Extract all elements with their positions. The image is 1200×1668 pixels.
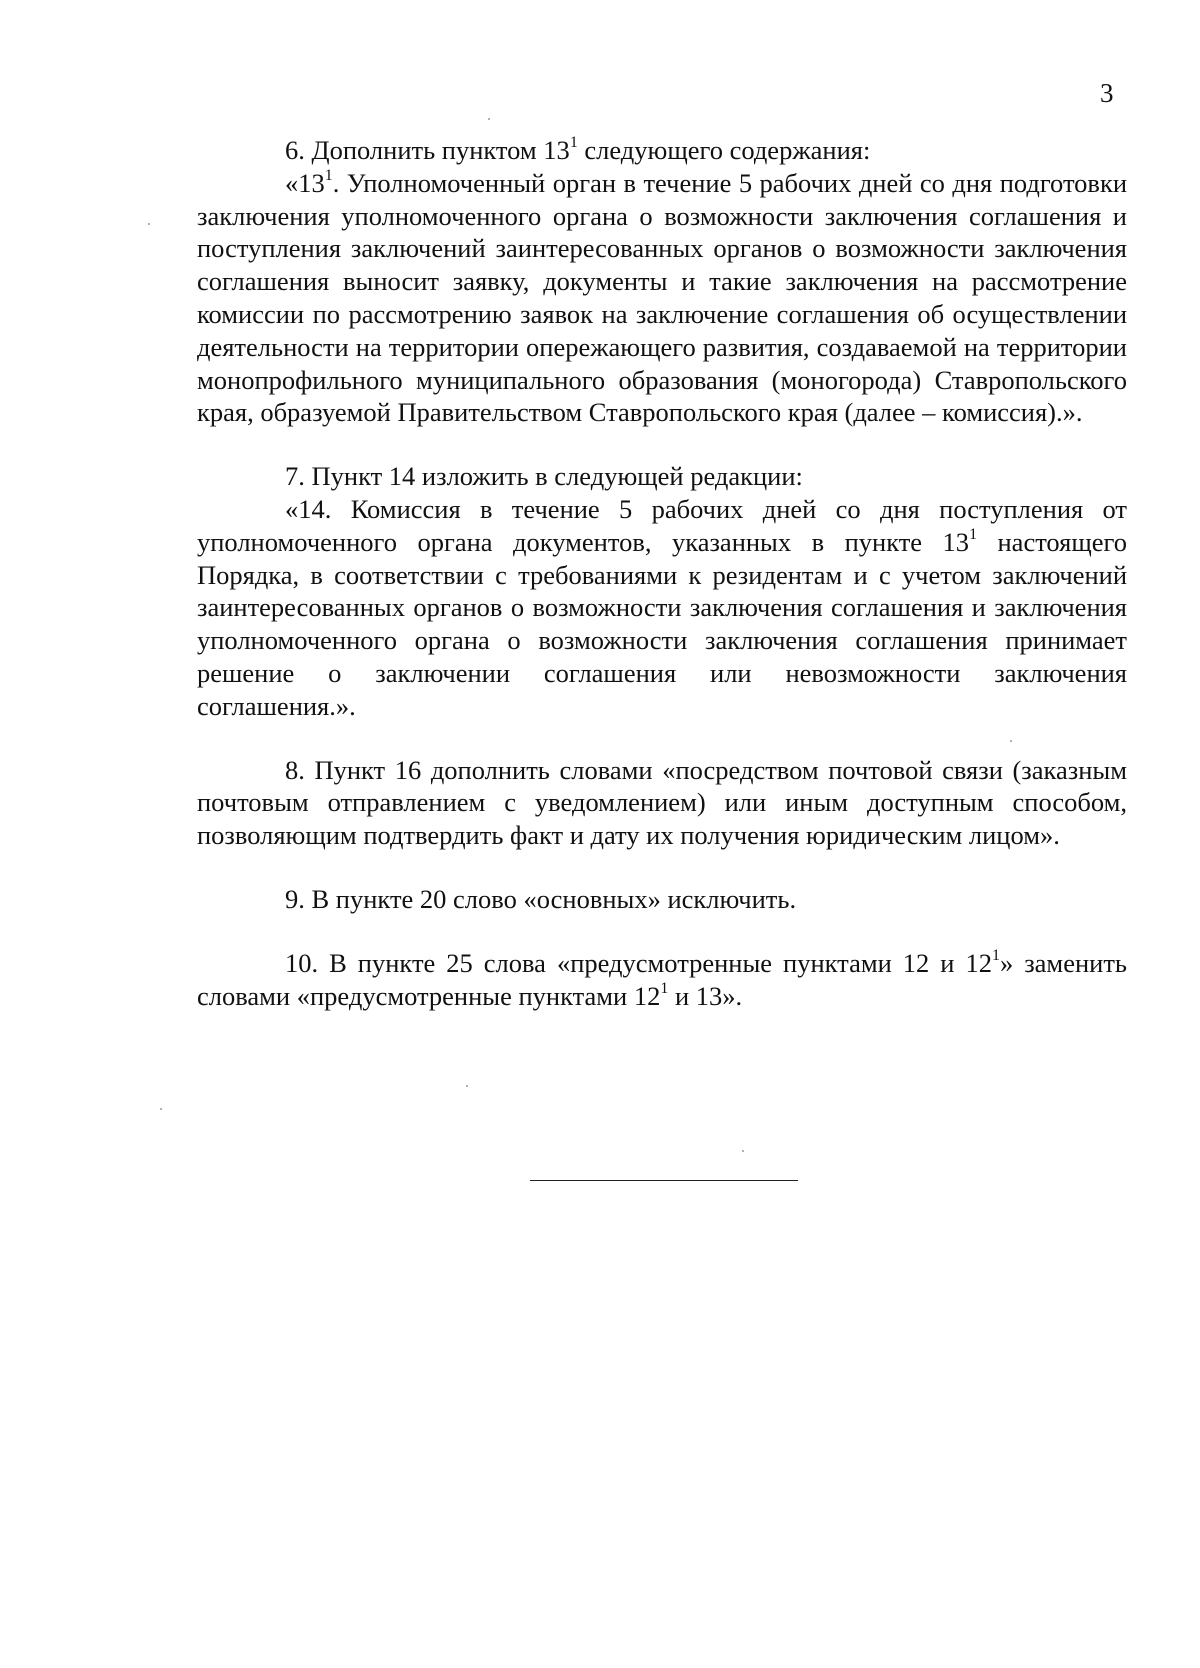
scan-speck — [160, 1108, 162, 1110]
item-9-paragraph: 9. В пункте 20 слово «основных» исключить. — [285, 883, 797, 914]
item-8-paragraph: 8. Пункт 16 дополнить словами «посредством почтовой связи (заказным почтовым отправлением с уведомлением) или иным доступным способом, позволяющим подтвердить факт и дату их получения юридическим лицом». — [197, 754, 1127, 851]
scan-speck — [488, 118, 490, 120]
item-7-heading: 7. Пункт 14 изложить в следующей редакции: — [285, 461, 803, 492]
page-number: 3 — [1100, 78, 1114, 108]
scan-speck — [466, 1085, 468, 1087]
scan-speck — [742, 1150, 744, 1152]
item-6-quote: «$13^1$. Уполномоченный орган в течение 5 рабочих дней со дня подготовки заключения уполномоченного органа о возможности заключения соглашения и поступления заключений заинтересованных органов о возможности заключения соглашения выносит заявку, документы и такие заключения на рассмотрение комиссии по рассмотрению заявок на заключение соглашения об осуществлении деятельности на территории опережающего развития, создаваемой на территории монопрофильного муниципального образования (моногорода) Ставропольского края, образуемой Правительством Ставропольского края (далее – комиссия).». — [197, 166, 1127, 428]
scan-speck — [1010, 740, 1012, 742]
scan-speck — [148, 223, 150, 225]
end-of-text-rule — [530, 1180, 798, 1181]
item-10-paragraph: 10. В пункте 25 слова «предусмотренные пунктами 12 и $12^1$» заменить словами «предусмотренные пунктами $12^1$ и 13». — [197, 946, 1127, 1011]
document-body — [197, 134, 1127, 1012]
item-6-heading: 6. Дополнить пунктом $13^1$ следующего содержания: — [285, 134, 871, 165]
item-7-quote: «14. Комиссия в течение 5 рабочих дней со дня поступления от уполномоченного органа документов, указанных в пункте $13^1$ настоящего Порядка, в соответствии с требованиями к резидентам и с учетом заключений заинтересованных органов о возможности заключения соглашения и заключения уполномоченного органа о возможности заключения соглашения принимает решение о заключении соглашения или невозможности заключения соглашения.». — [197, 493, 1127, 721]
